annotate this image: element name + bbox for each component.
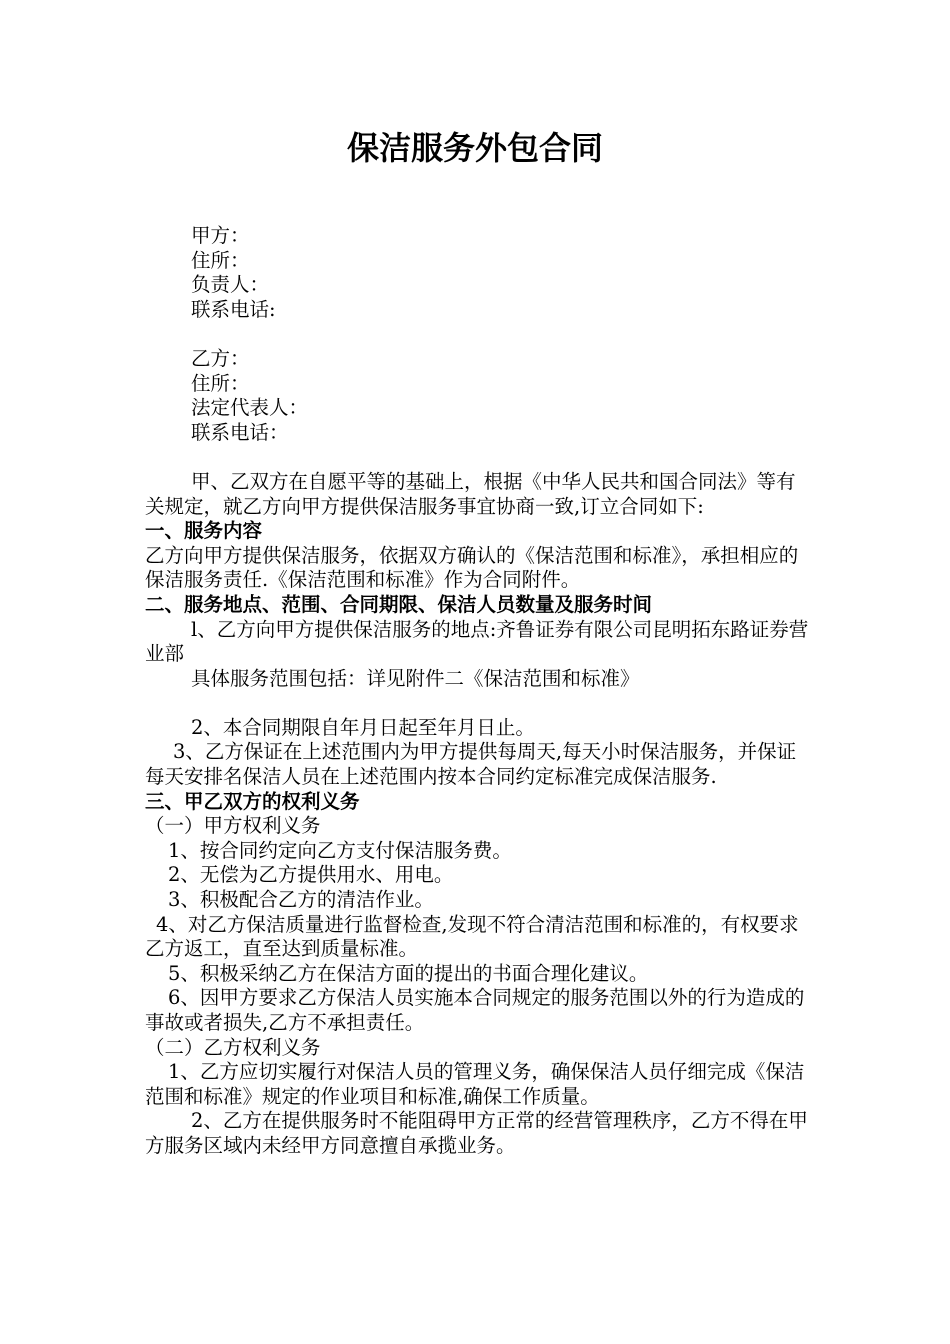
section-3a-item-3: 3、积极配合乙方的清洁作业。 xyxy=(168,888,434,912)
section-3a-item-6: 6、因甲方要求乙方保洁人员实施本合同规定的服务范围以外的行为造成的事故或者损失,乙方不承担责任。 xyxy=(145,986,805,1034)
section-2-heading: 二、服务地点、范围、合同期限、保洁人员数量及服务时间 xyxy=(145,592,653,616)
section-2-p1: l、乙方向甲方提供保洁服务的地点:齐鲁证券有限公司昆明拓东路证券营业部 xyxy=(145,617,809,666)
section-2-p3: 2、本合同期限自年月日起至年月日止。 xyxy=(191,715,535,739)
section-3a-item-1: 1、按合同约定向乙方支付保洁服务费。 xyxy=(168,838,512,862)
party-b-phone: 联系电话： xyxy=(191,420,289,444)
section-3b-heading: （二）乙方权利义务 xyxy=(145,1035,321,1059)
spacer xyxy=(145,691,810,716)
party-a-phone: 联系电话: xyxy=(191,297,276,321)
section-3b-item-2: 2、乙方在提供服务时不能阻碍甲方正常的经营管理秩序，乙方不得在甲方服务区域内未经甲方同意擅自承揽业务。 xyxy=(145,1109,808,1157)
spacer xyxy=(145,322,810,347)
section-3a-item-5: 5、积极采纳乙方在保洁方面的提出的书面合理化建议。 xyxy=(168,961,649,985)
section-3a-item-2: 2、无偿为乙方提供用水、用电。 xyxy=(168,863,454,887)
section-3a-heading: （一）甲方权利义务 xyxy=(145,814,321,838)
intro-paragraph: 甲、乙双方在自愿平等的基础上，根据《中华人民共和国合同法》等有关规定，就乙方向甲方提供保洁服务事宜协商一致,订立合同如下: xyxy=(145,469,796,518)
section-2-p2: 具体服务范围包括：详见附件二《保洁范围和标准》 xyxy=(191,666,640,690)
party-b-rep: 法定代表人： xyxy=(191,396,309,420)
party-a-address: 住所： xyxy=(191,248,250,272)
party-b-label: 乙方： xyxy=(191,346,250,370)
section-2-p4: 3、乙方保证在上述范围内为甲方提供每周天,每天小时保洁服务，并保证每天安排名保洁人员在上述范围内按本合同约定标准完成保洁服务. xyxy=(145,740,797,789)
section-3-heading: 三、甲乙双方的权利义务 xyxy=(145,789,360,813)
party-a-label: 甲方： xyxy=(191,224,250,247)
section-3b-item-1: 1、乙方应切实履行对保洁人员的管理义务，确保保洁人员仔细完成《保洁范围和标准》规定的作业项目和标准,确保工作质量。 xyxy=(145,1060,805,1108)
section-3a-item-4: 4、对乙方保洁质量进行监督检查,发现不符合清洁范围和标准的，有权要求乙方返工，直至达到质量标准。 xyxy=(145,912,799,961)
section-1-heading: 一、服务内容 xyxy=(145,519,263,543)
document-title: 保洁服务外包合同 xyxy=(346,129,603,167)
section-1-text: 乙方向甲方提供保洁服务，依据双方确认的《保洁范围和标准》，承担相应的保洁服务责任.《保洁范围和标准》作为合同附件。 xyxy=(145,543,799,592)
document-body xyxy=(145,224,810,1159)
spacer xyxy=(145,445,810,470)
party-b-address: 住所： xyxy=(191,371,250,395)
party-a-person: 负责人： xyxy=(191,273,270,297)
